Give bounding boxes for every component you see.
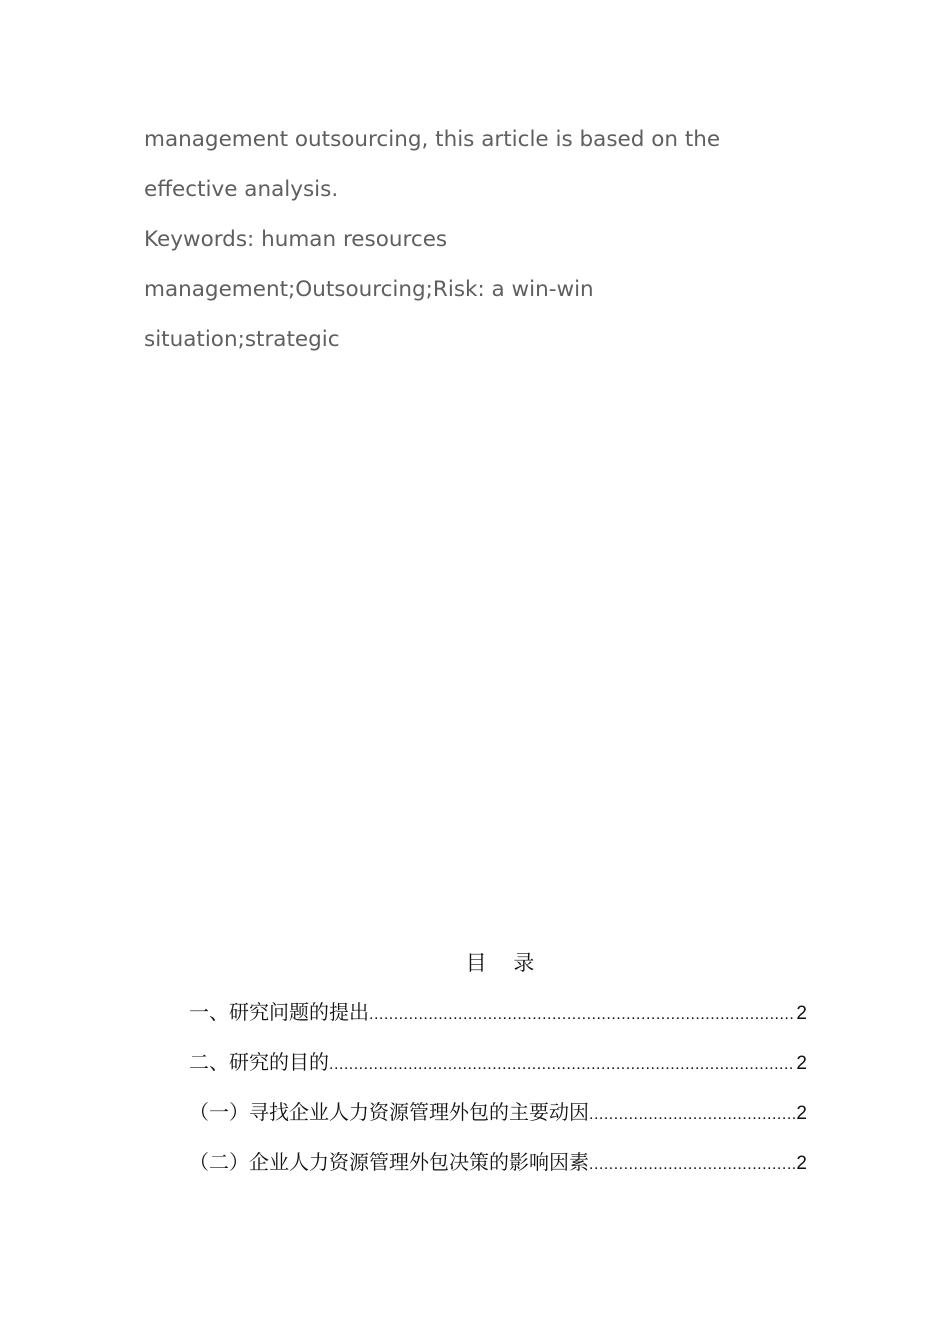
toc-page-number: 2	[796, 1003, 807, 1024]
table-of-contents	[189, 987, 807, 1187]
toc-entry[interactable]	[189, 987, 807, 1037]
toc-dot-leader	[589, 1140, 795, 1190]
toc-dot-leader	[589, 1090, 795, 1140]
toc-title: 目 录	[465, 951, 535, 975]
toc-entry-label: 一、研究问题的提出	[189, 1000, 369, 1024]
keywords-line: situation;strategic	[144, 327, 340, 352]
toc-entry-label: （二）企业人力资源管理外包决策的影响因素	[189, 1150, 589, 1174]
toc-entry-label: 二、研究的目的	[189, 1050, 329, 1074]
toc-subentry[interactable]	[189, 1137, 807, 1187]
toc-subentry[interactable]	[189, 1087, 807, 1137]
abstract-text	[144, 115, 764, 365]
toc-page-number: 2	[796, 1053, 807, 1074]
toc-entry[interactable]	[189, 1037, 807, 1087]
toc-dot-leader	[329, 1040, 795, 1090]
abstract-line: effective analysis.	[144, 177, 339, 202]
toc-page-number: 2	[796, 1103, 807, 1124]
keywords-line: management;Outsourcing;Risk: a win-win	[144, 277, 594, 302]
abstract-line: management outsourcing, this article is based on the	[144, 127, 721, 152]
toc-page-number: 2	[796, 1153, 807, 1174]
toc-dot-leader	[369, 990, 795, 1040]
keywords-line: Keywords: human resources	[144, 227, 448, 252]
toc-entry-label: （一）寻找企业人力资源管理外包的主要动因	[189, 1100, 589, 1124]
